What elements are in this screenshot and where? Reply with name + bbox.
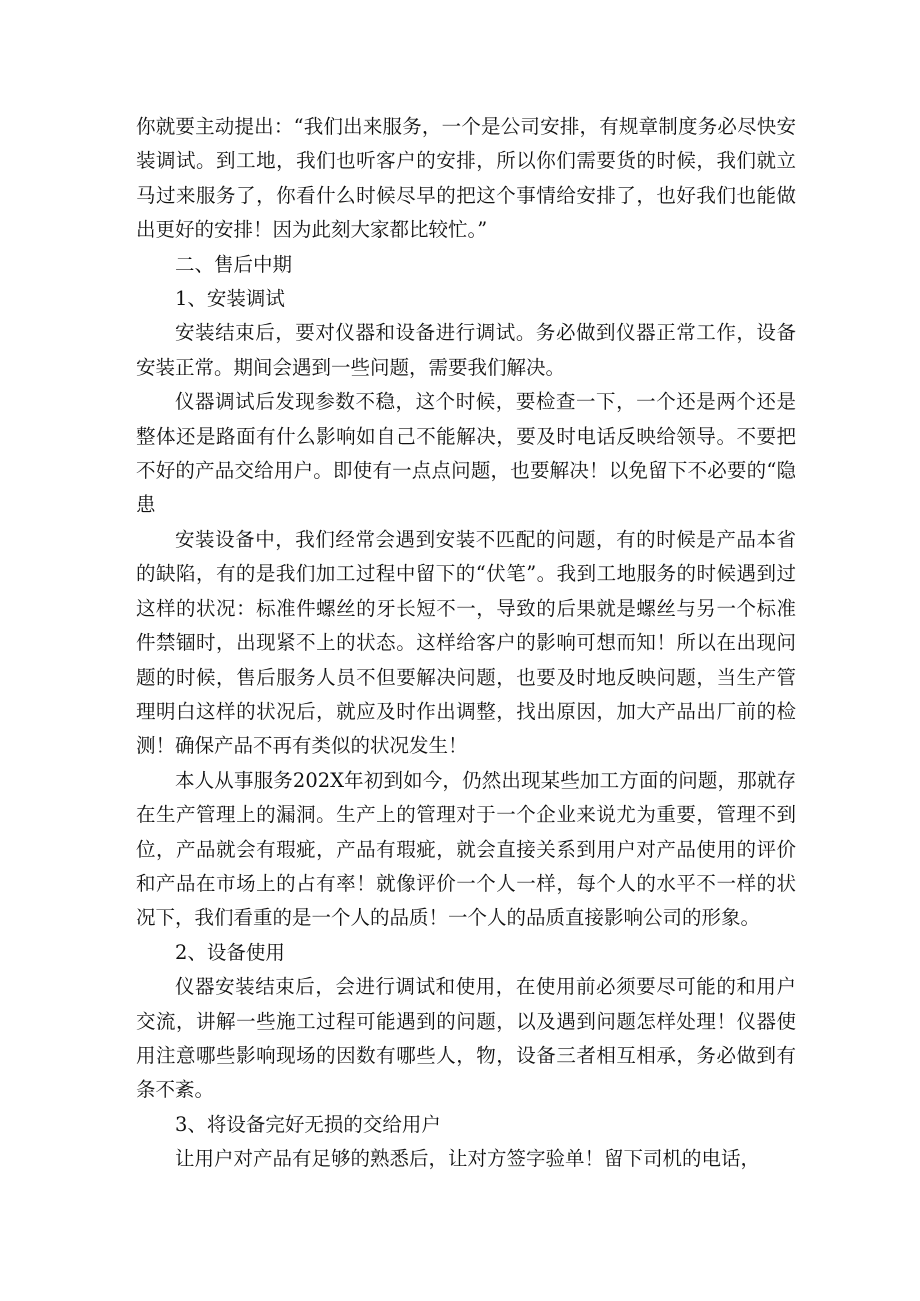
subsection-heading-handover: 3、将设备完好无损的交给用户 xyxy=(175,1112,441,1136)
paragraph-mismatch-issue: 安装设备中，我们经常会遇到安装不匹配的问题，有的时候是产品本省的缺陷，有的是我们加工过程中留下的“伏笔”。我到工地服务的时候遇到过这样的状况：标准件螺丝的牙长短不一，导致的后果就是螺丝与另一个标准件禁锢时，出现紧不上的状态。这样给客户的影响可想而知！所以在出现问题的时候，售后服务人员不但要解决问题，也要及时地反映问题，当生产管理明白这样的状况后，就应及时作出调整，找出原因，加大产品出厂前的检测！确保产品不再有类似的状况发生！ xyxy=(136,527,796,758)
paragraph-handover: 让用户对产品有足够的熟悉后，让对方签字验单！留下司机的电话， xyxy=(175,1147,761,1171)
paragraph-installation-debug: 安装结束后，要对仪器和设备进行调试。务必做到仪器正常工作，设备安装正常。期间会遇到一些问题，需要我们解决。 xyxy=(136,321,796,379)
document-page xyxy=(136,110,796,1177)
subsection-heading-equipment-use: 2、设备使用 xyxy=(175,940,285,964)
paragraph-equipment-use: 仪器安装结束后，会进行调试和使用，在使用前必须要尽可能的和用户交流，讲解一些施工过程可能遇到的问题，以及遇到问题怎样处理！仪器使用注意哪些影响现场的因数有哪些人，物，设备三者相互相承，务必做到有条不紊。 xyxy=(136,975,796,1102)
subsection-heading-installation: 1、安装调试 xyxy=(175,287,285,311)
paragraph-intro: 你就要主动提出：“我们出来服务，一个是公司安排，有规章制度务必尽快安装调试。到工地，我们也听客户的安排，所以你们需要货的时候，我们就立马过来服务了，你看什么时候尽早的把这个事情给安排了，也好我们也能做出更好的安排！因为此刻大家都比较忙。” xyxy=(136,115,796,242)
section-heading-mid-term: 二、售后中期 xyxy=(175,252,293,276)
paragraph-parameter-issue: 仪器调试后发现参数不稳，这个时候，要检查一下，一个还是两个还是整体还是路面有什么影响如自己不能解决，要及时电话反映给领导。不要把不好的产品交给用户。即使有一点点问题，也要解决！以免留下不必要的“隐患 xyxy=(136,390,796,517)
paragraph-production-management: 本人从事服务202X年初到如今，仍然出现某些加工方面的问题，那就存在生产管理上的漏洞。生产上的管理对于一个企业来说尤为重要，管理不到位，产品就会有瑕疵，产品有瑕疵，就会直接关系到用户对产品使用的评价和产品在市场上的占有率！就像评价一个人一样，每个人的水平不一样的状况下，我们看重的是一个人的品质！一个人的品质直接影响公司的形象。 xyxy=(136,768,796,930)
